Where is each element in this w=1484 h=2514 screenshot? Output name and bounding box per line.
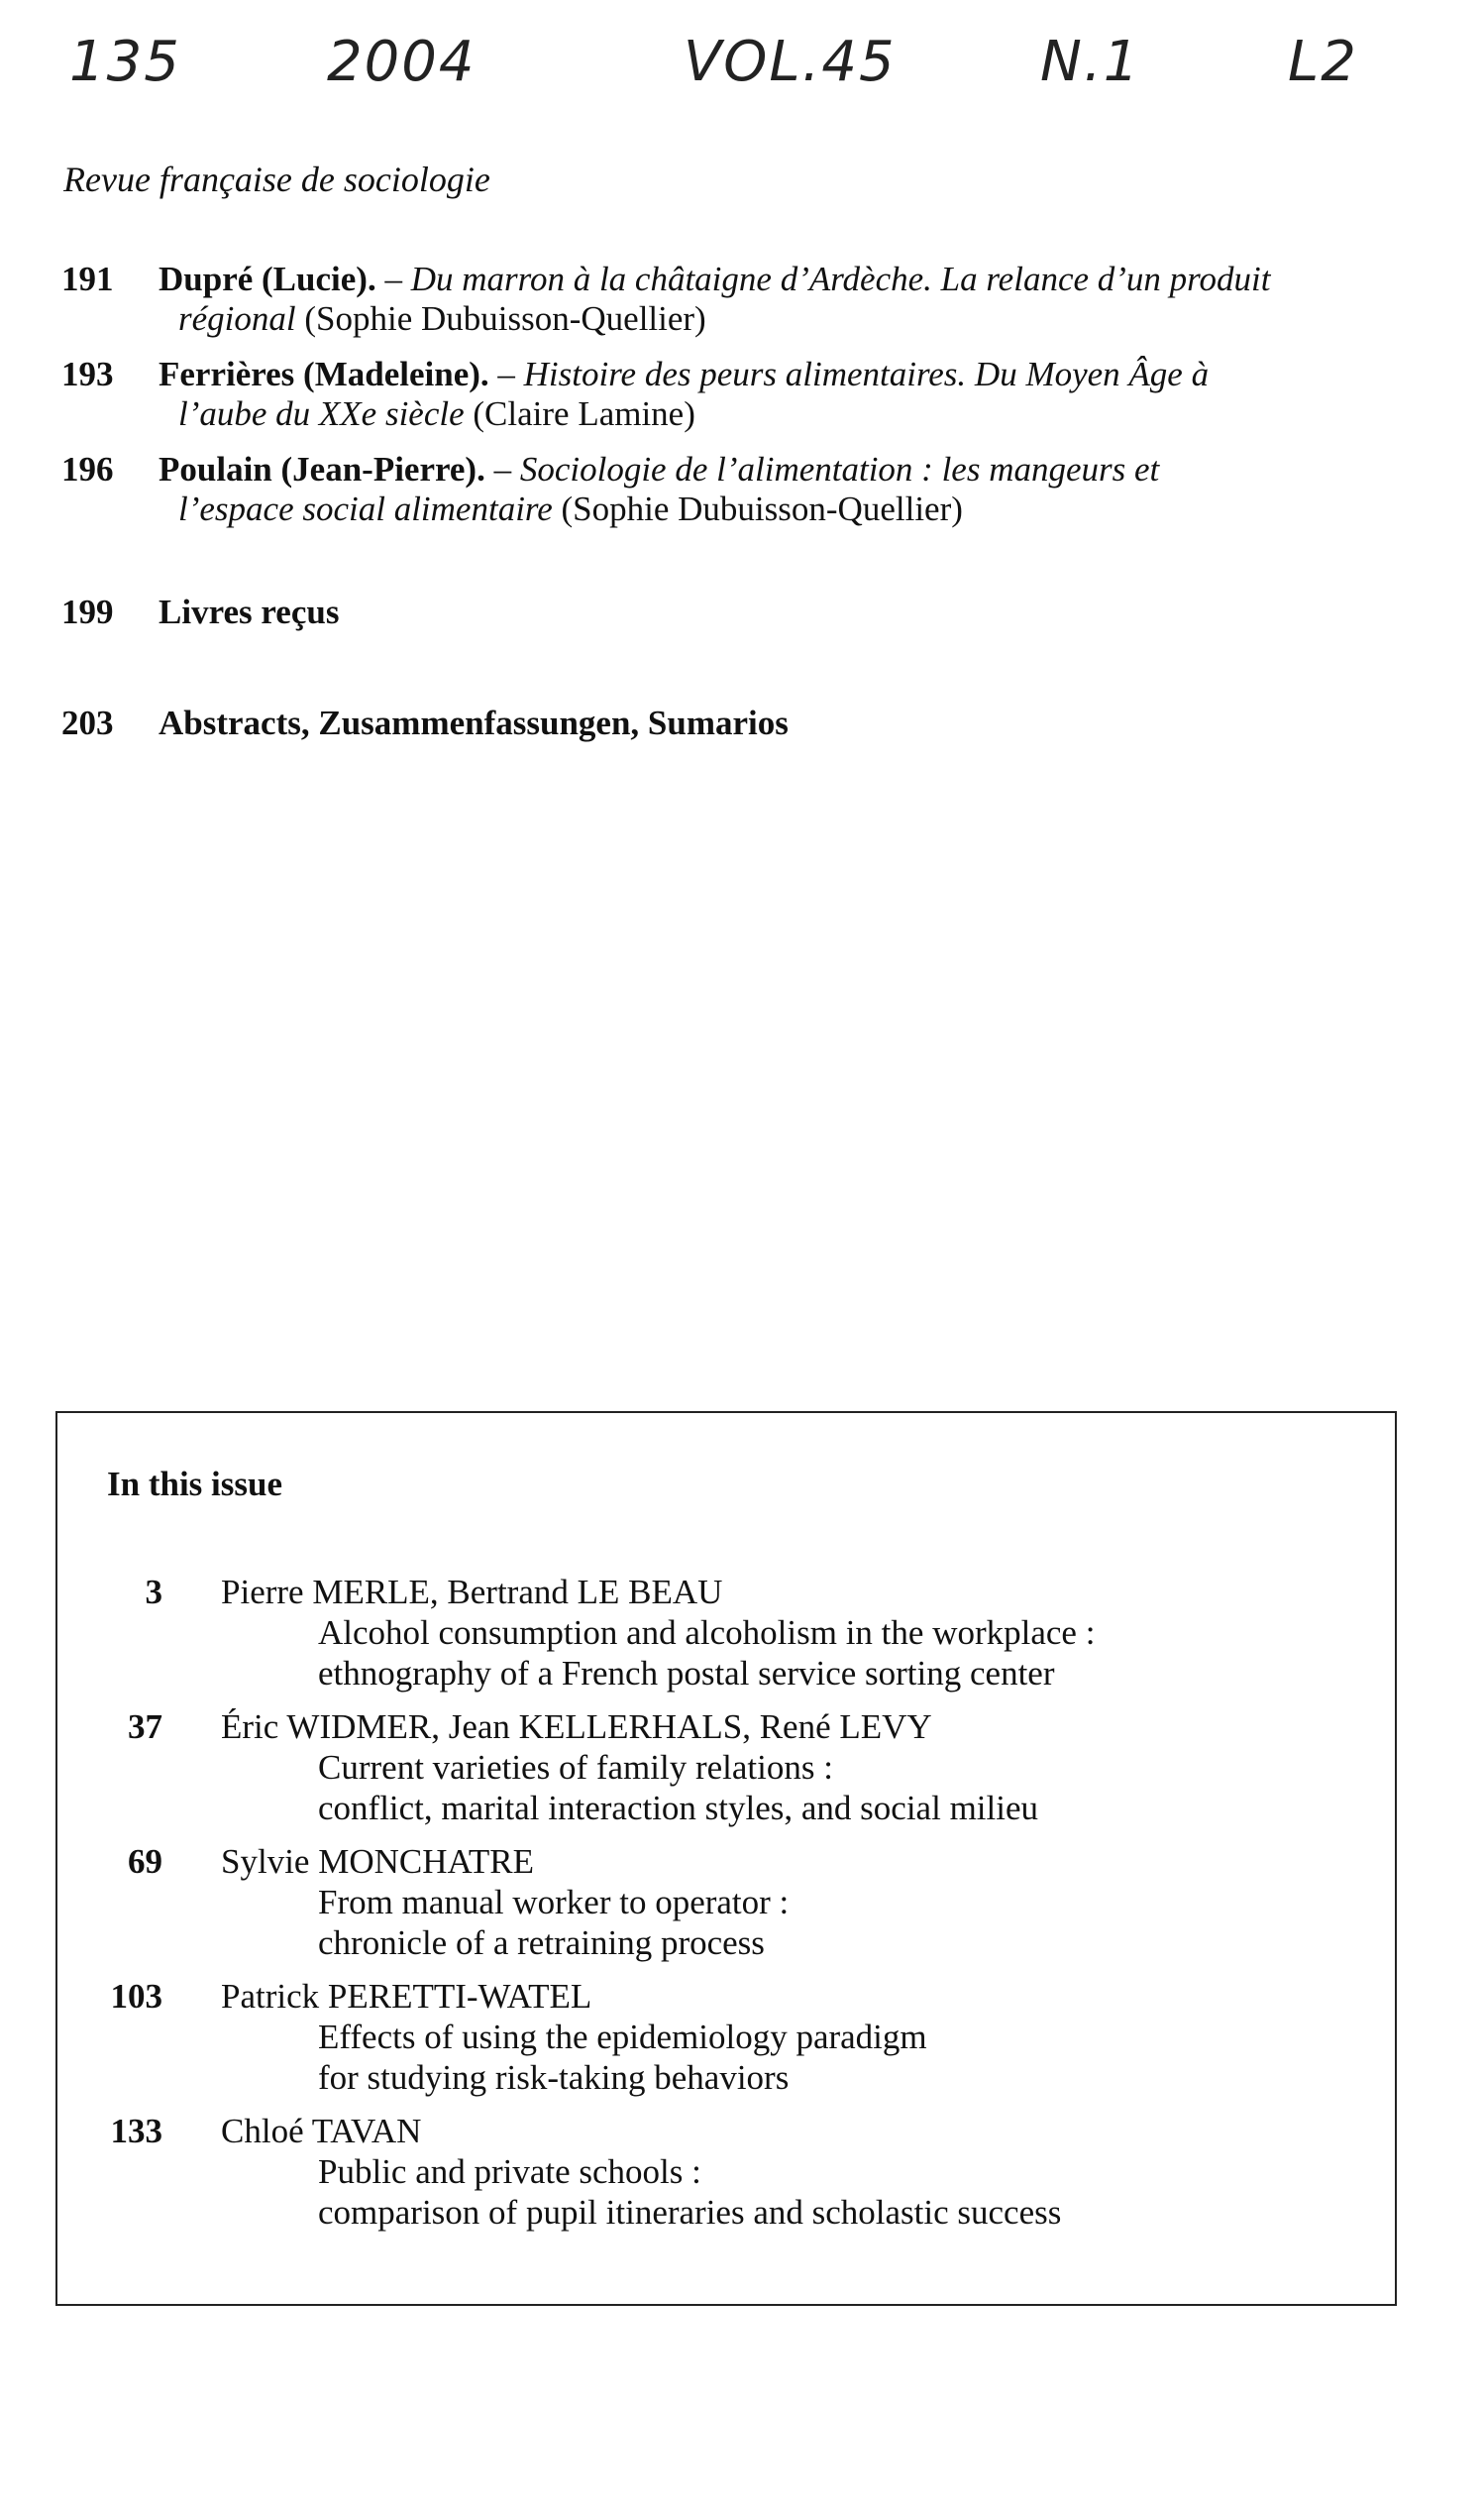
review-entry: 193 Ferrières (Madeleine). – Histoire des peurs alimentaires. Du Moyen Âge à l’aube du XXe siècle (Claire Lamine) xyxy=(61,355,1210,433)
article-authors: Sylvie MONCHATRE xyxy=(221,1842,534,1881)
article-page-number: 103 xyxy=(110,1977,162,2016)
review-title: Histoire des peurs alimentaires. Du Moyen Âge à xyxy=(523,355,1210,393)
section-entry xyxy=(61,704,1405,743)
article-title-line: comparison of pupil itineraries and scholastic success xyxy=(318,2193,1062,2232)
section-label: Abstracts, Zusammenfassungen, Sumarios xyxy=(159,704,789,742)
review-title: Du marron à la châtaigne d’Ardèche. La relance d’un produit xyxy=(410,260,1271,298)
in-this-issue-box xyxy=(55,1411,1397,2306)
article-entry xyxy=(57,1706,1345,1828)
review-title: Sociologie de l’alimentation : les mangeurs et xyxy=(519,450,1160,489)
review-author: Poulain (Jean-Pierre). xyxy=(159,450,485,489)
article-page-number: 133 xyxy=(110,2112,162,2150)
article-entry xyxy=(57,1841,1345,1963)
handwritten-code: L2 xyxy=(1288,30,1358,94)
handwritten-year: 2004 xyxy=(327,30,477,94)
article-entry xyxy=(57,1976,1345,2098)
article-title-line: From manual worker to operator : xyxy=(318,1883,790,1921)
journal-title: Revue française de sociologie xyxy=(63,160,490,199)
article-authors: Pierre MERLE, Bertrand LE BEAU xyxy=(221,1573,723,1611)
entry-page-number: 203 xyxy=(61,704,114,742)
review-author: Dupré (Lucie). xyxy=(159,260,376,298)
review-author: Ferrières (Madeleine). xyxy=(159,355,489,393)
article-entry xyxy=(57,2111,1345,2233)
article-title-line: ethnography of a French postal service sorting center xyxy=(318,1654,1055,1693)
reviewer: (Sophie Dubuisson-Quellier) xyxy=(552,490,963,528)
article-page-number: 37 xyxy=(128,1707,162,1746)
section-entry xyxy=(61,593,1405,632)
article-title-line: Alcohol consumption and alcoholism in the workplace : xyxy=(318,1613,1096,1652)
article-page-number: 69 xyxy=(128,1842,162,1881)
handwritten-volume: VOL.45 xyxy=(684,30,897,94)
article-authors: Patrick PERETTI-WATEL xyxy=(221,1977,592,2016)
article-entry xyxy=(57,1572,1345,1694)
entry-page-number: 196 xyxy=(61,450,114,489)
reviewer: (Claire Lamine) xyxy=(464,394,695,433)
article-title-line: Public and private schools : xyxy=(318,2152,701,2191)
section-label: Livres reçus xyxy=(159,593,340,631)
article-page-number: 3 xyxy=(145,1573,162,1611)
article-title-line: Current varieties of family relations : xyxy=(318,1748,833,1787)
reviewer: (Sophie Dubuisson-Quellier) xyxy=(295,299,706,338)
handwritten-page-number: 135 xyxy=(69,30,181,94)
article-title-line: Effects of using the epidemiology paradigm xyxy=(318,2018,927,2056)
entry-page-number: 191 xyxy=(61,260,114,298)
article-authors: Éric WIDMER, Jean KELLERHALS, René LEVY xyxy=(221,1707,932,1746)
handwritten-issue-number: N.1 xyxy=(1040,30,1141,94)
article-title-line: chronicle of a retraining process xyxy=(318,1923,765,1962)
review-entry: 191 Dupré (Lucie). – Du marron à la châtaigne d’Ardèche. La relance d’un produit régional (Sophie Dubuisson-Quellier) xyxy=(61,260,1271,338)
article-title-line: for studying risk-taking behaviors xyxy=(318,2058,790,2097)
article-authors: Chloé TAVAN xyxy=(221,2112,422,2150)
entry-page-number: 193 xyxy=(61,355,114,393)
article-title-line: conflict, marital interaction styles, and social milieu xyxy=(318,1789,1039,1827)
entry-page-number: 199 xyxy=(61,593,114,631)
review-entry: 196 Poulain (Jean-Pierre). – Sociologie de l’alimentation : les mangeurs et l’espace social alimentaire (Sophie Dubuisson-Quellier) xyxy=(61,450,1160,528)
box-heading: In this issue xyxy=(107,1465,283,1503)
